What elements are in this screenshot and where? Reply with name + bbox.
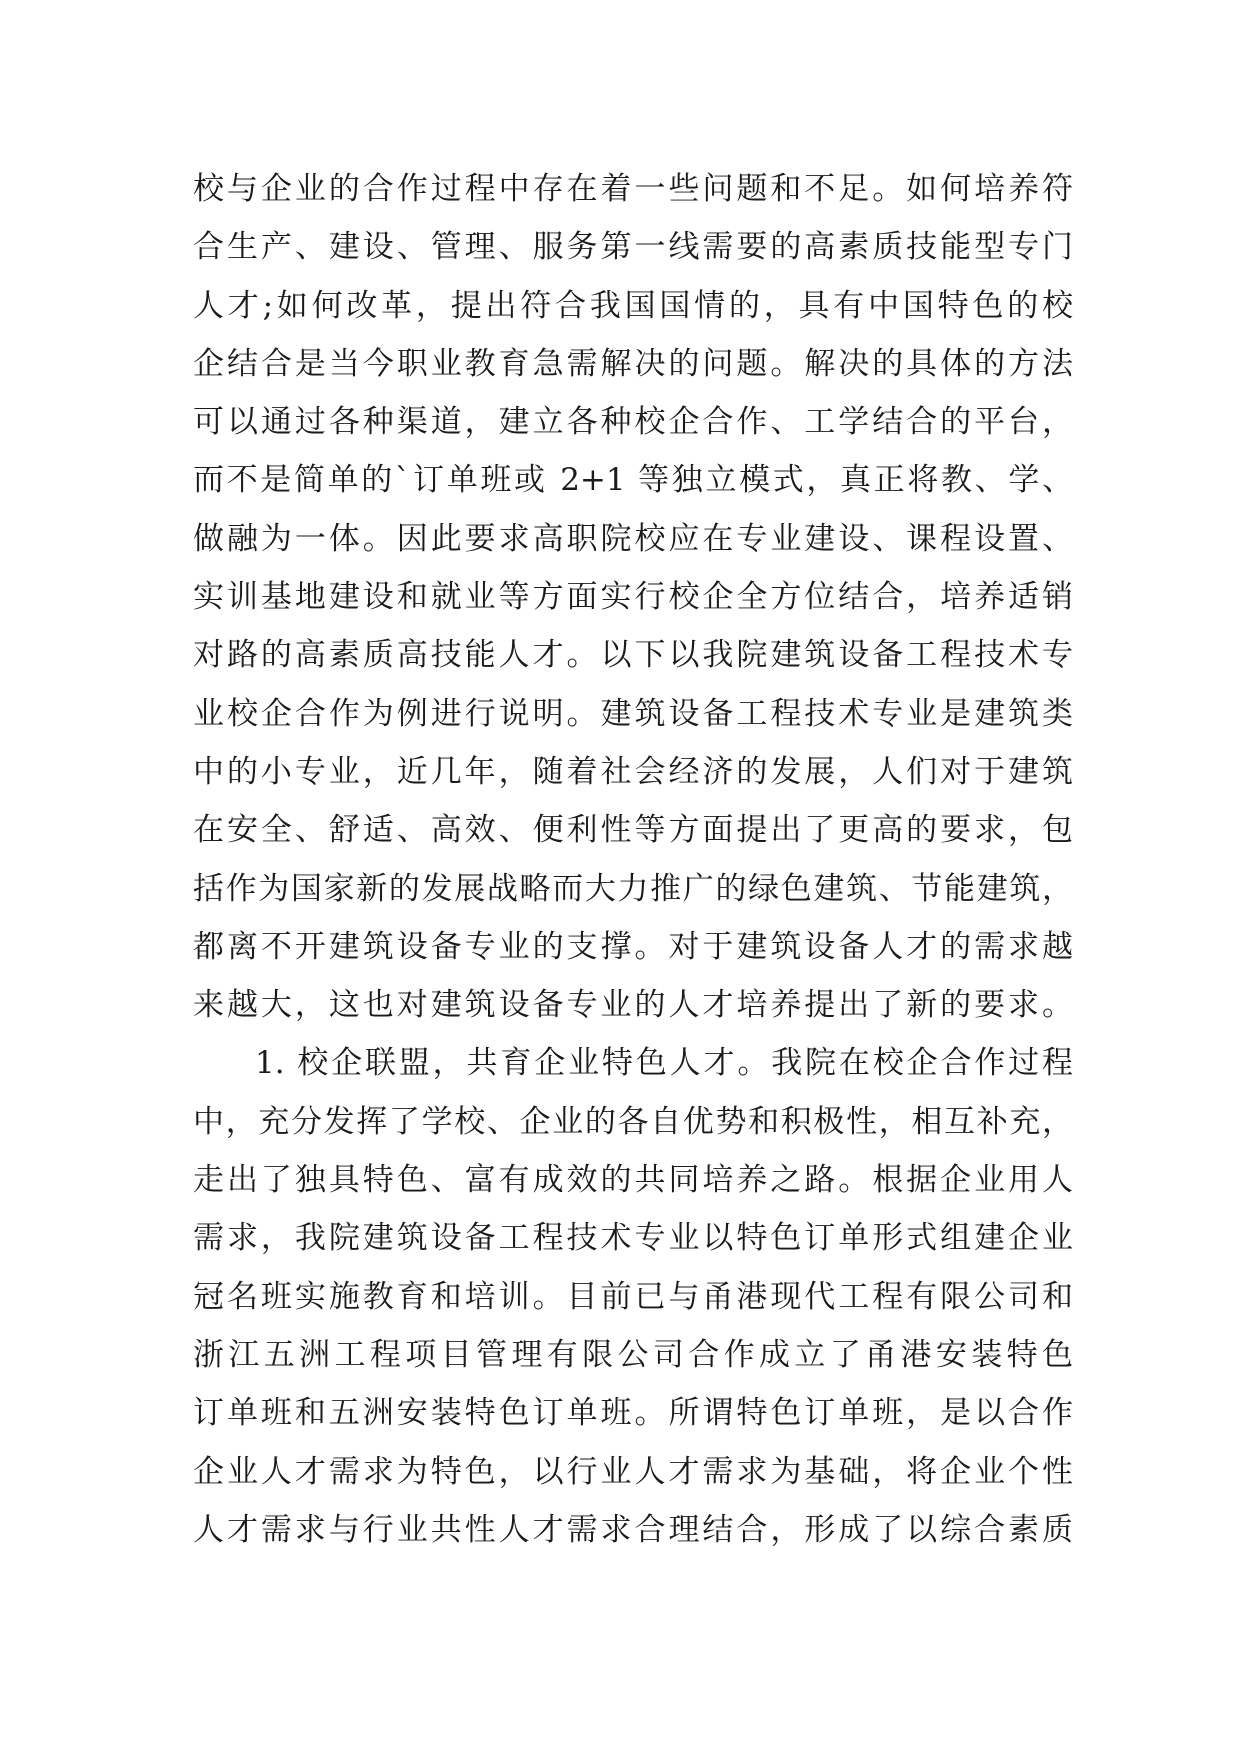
text-line: 对路的高素质高技能人才。以下以我院建筑设备工程技术专	[193, 637, 1073, 674]
text-line: 业校企合作为例进行说明。建筑设备工程技术专业是建筑类	[193, 695, 1073, 732]
text-line: 订单班和五洲安装特色订单班。所谓特色订单班，是以合作	[193, 1395, 1073, 1432]
text-line: 人才;如何改革，提出符合我国国情的，具有中国特色的校	[193, 287, 1073, 324]
text-line: 而不是简单的`订单班或 2+1 等独立模式，真正将教、学、	[193, 462, 1073, 499]
text-line: 冠名班实施教育和培训。目前已与甬港现代工程有限公司和	[193, 1278, 1073, 1315]
text-line: 校与企业的合作过程中存在着一些问题和不足。如何培养符	[193, 171, 1073, 207]
text-line: 人才需求与行业共性人才需求合理结合，形成了以综合素质	[193, 1511, 1073, 1548]
text-line: 实训基地建设和就业等方面实行校企全方位结合，培养适销	[193, 579, 1073, 616]
text-line: 企业人才需求为特色，以行业人才需求为基础，将企业个性	[193, 1453, 1073, 1490]
text-line: 企结合是当今职业教育急需解决的问题。解决的具体的方法	[193, 345, 1073, 382]
text-line: 浙江五洲工程项目管理有限公司合作成立了甬港安装特色	[193, 1336, 1073, 1373]
text-line: 中的小专业，近几年，随着社会经济的发展，人们对于建筑	[193, 753, 1073, 790]
text-line: 走出了独具特色、富有成效的共同培养之路。根据企业用人	[193, 1162, 1073, 1199]
body-text	[193, 160, 1073, 1559]
paragraph-start-line: 1. 校企联盟，共育企业特色人才。我院在校企合作过程	[255, 1045, 1073, 1082]
text-line: 做融为一体。因此要求高职院校应在专业建设、课程设置、	[193, 520, 1073, 557]
text-line: 在安全、舒适、高效、便利性等方面提出了更高的要求，包	[193, 812, 1073, 849]
text-line: 可以通过各种渠道，建立各种校企合作、工学结合的平台，	[193, 404, 1073, 441]
text-line: 来越大，这也对建筑设备专业的人才培养提出了新的要求。	[193, 987, 1073, 1024]
text-line: 中，充分发挥了学校、企业的各自优势和积极性，相互补充，	[193, 1103, 1073, 1140]
text-line: 需求，我院建筑设备工程技术专业以特色订单形式组建企业	[193, 1220, 1073, 1257]
text-line: 合生产、建设、管理、服务第一线需要的高素质技能型专门	[193, 229, 1073, 266]
text-line: 都离不开建筑设备专业的支撑。对于建筑设备人才的需求越	[193, 928, 1073, 965]
text-line: 括作为国家新的发展战略而大力推广的绿色建筑、节能建筑，	[193, 870, 1073, 907]
